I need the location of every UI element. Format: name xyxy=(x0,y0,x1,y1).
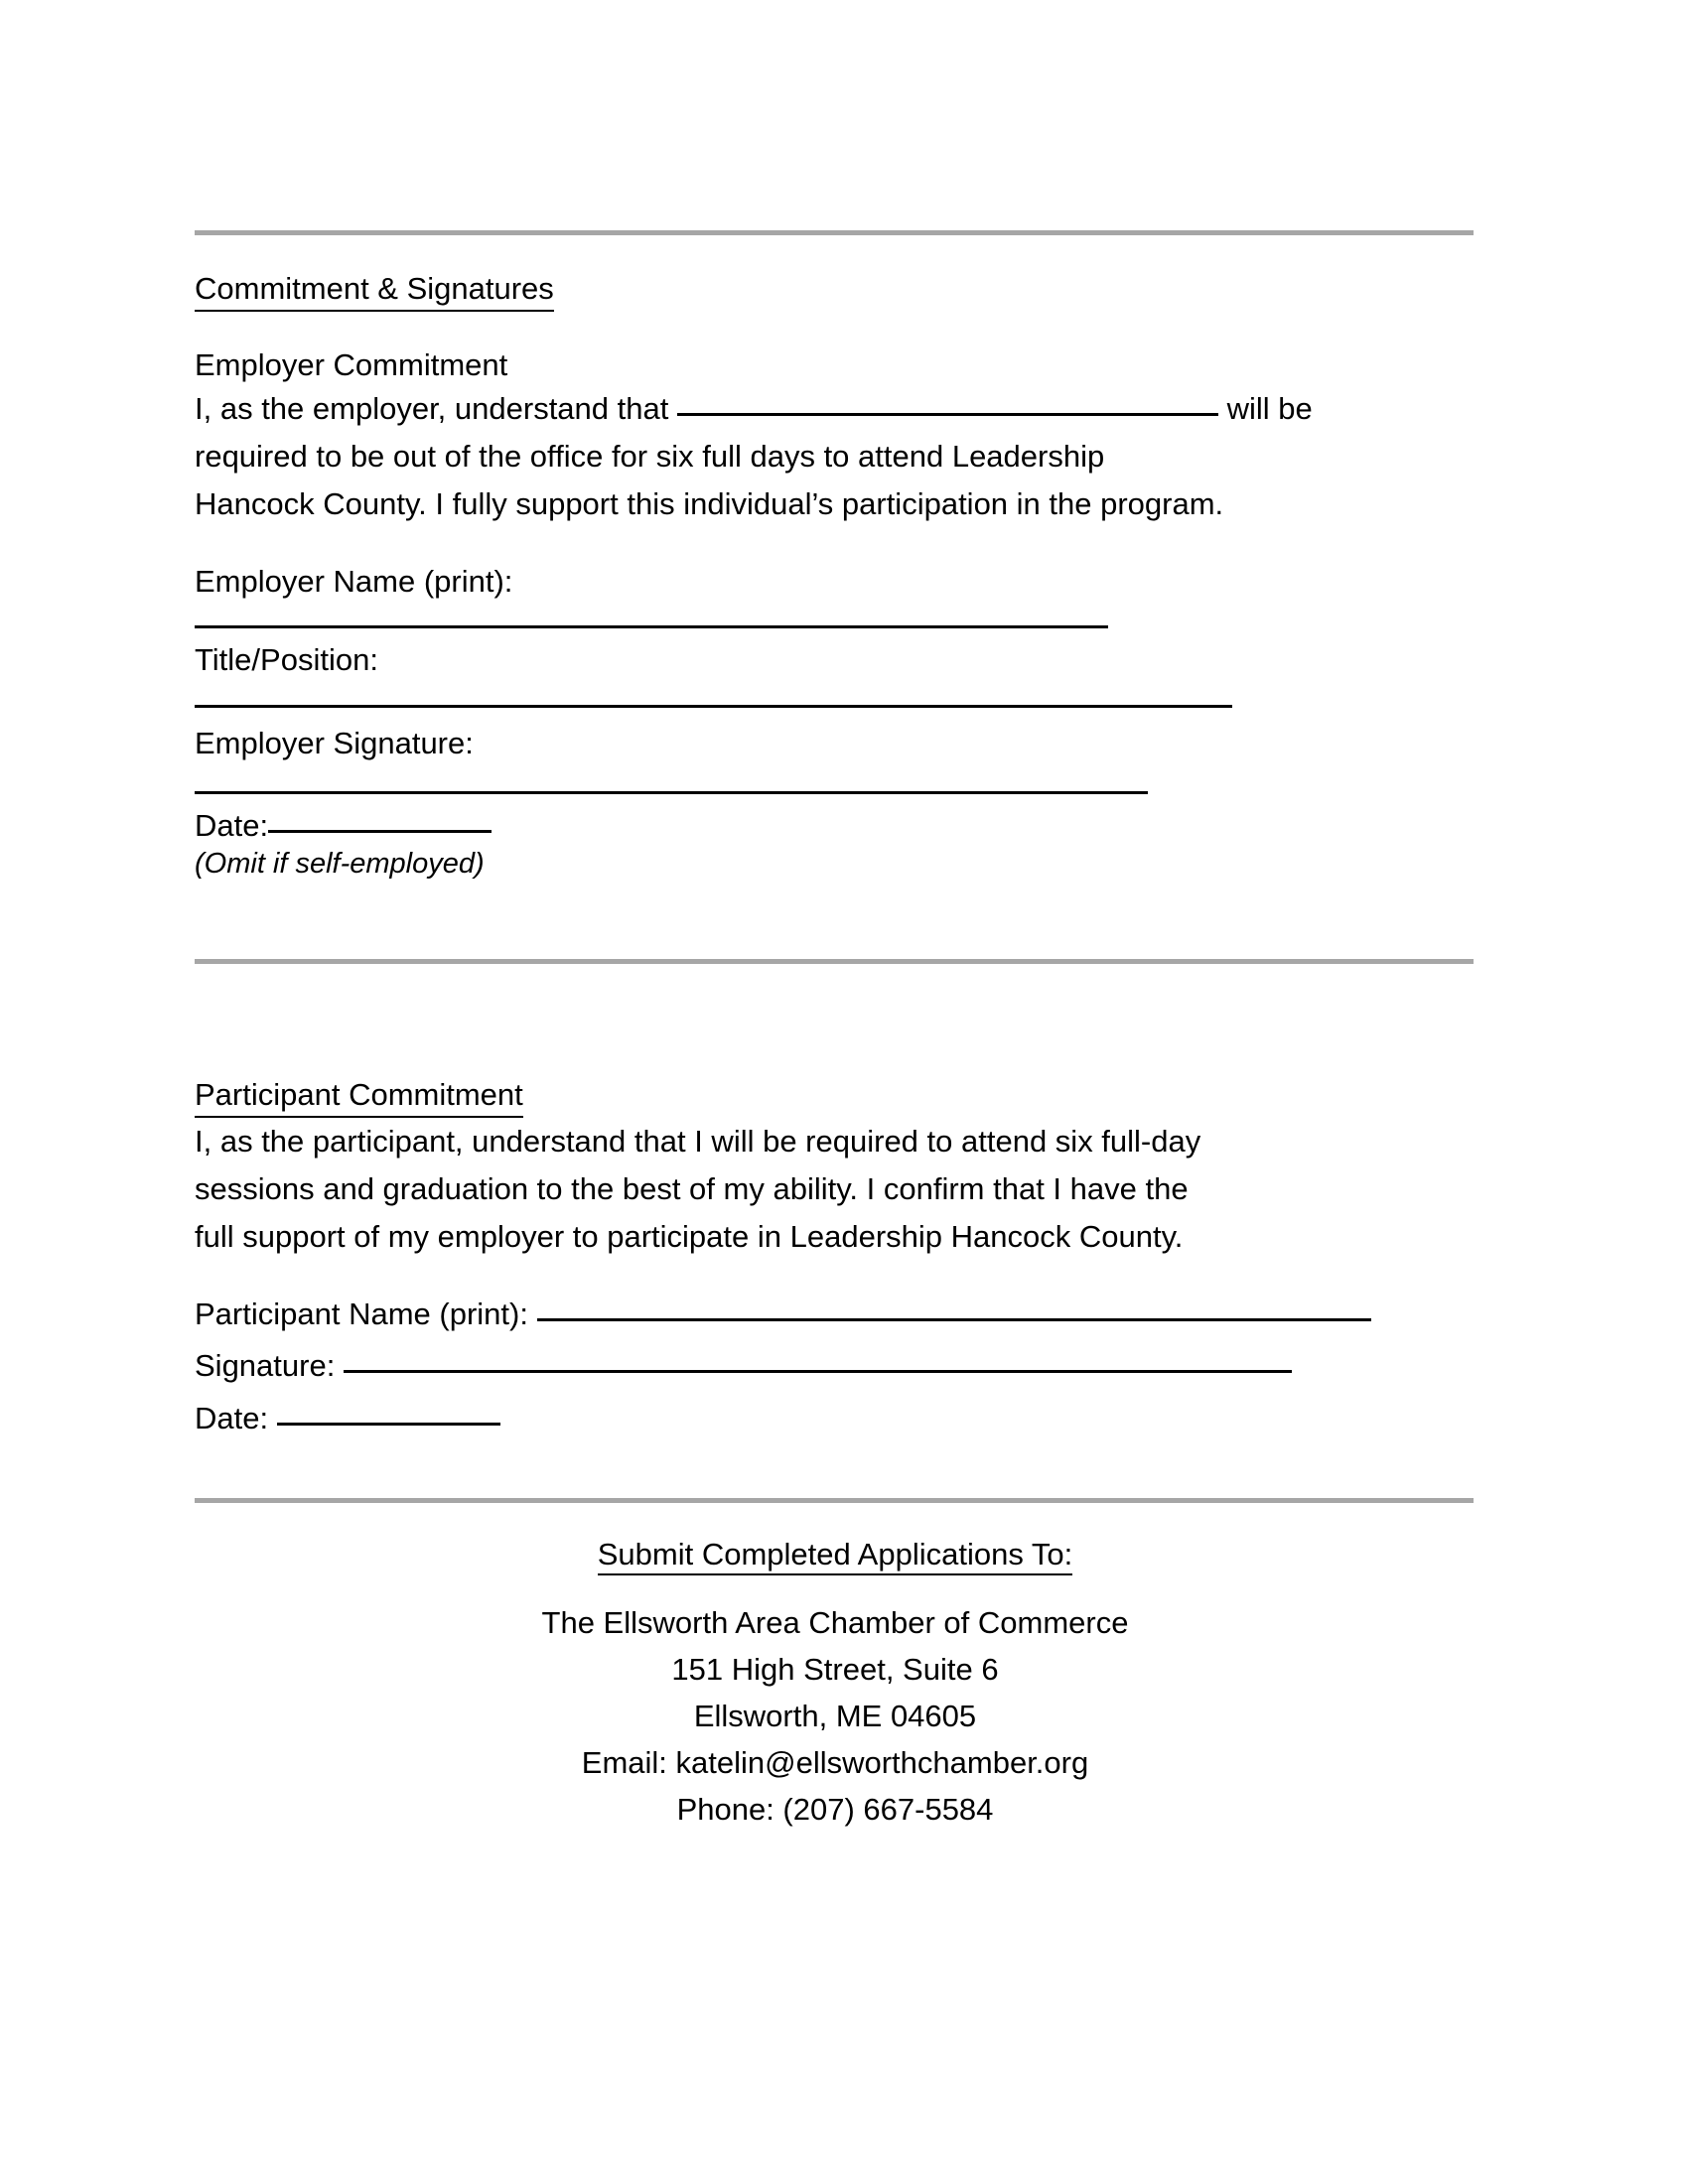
footer-heading-wrap xyxy=(195,1537,1476,1575)
footer-street-address: 151 High Street, Suite 6 xyxy=(671,1651,999,1687)
participant-date-label: Date: xyxy=(195,1400,277,1435)
participant-paragraph-line-2: sessions and graduation to the best of my ability. I confirm that I have the xyxy=(195,1171,1189,1207)
footer-city-state-zip: Ellsworth, ME 04605 xyxy=(693,1698,977,1733)
employer-commitment-heading: Employer Commitment xyxy=(195,346,508,382)
employer-omit-note: (Omit if self-employed) xyxy=(195,848,485,881)
participant-signature-blank[interactable] xyxy=(344,1370,1292,1373)
footer-organization: The Ellsworth Area Chamber of Commerce xyxy=(541,1604,1129,1640)
participant-paragraph-line-3: full support of my employer to participate in Leadership Hancock County. xyxy=(195,1219,1184,1255)
document-content xyxy=(195,0,1476,1833)
participant-date-row xyxy=(195,1399,1476,1438)
participant-signature-row xyxy=(195,1346,1476,1386)
footer-phone: Phone: (207) 667-5584 xyxy=(676,1791,994,1827)
employer-name-label: Employer Name (print): xyxy=(195,563,513,599)
participant-paragraph-line-1: I, as the participant, understand that I will be required to attend six full-day xyxy=(195,1124,1201,1160)
employer-date-label: Date: xyxy=(195,807,269,843)
participant-name-row xyxy=(195,1295,1476,1334)
employer-paragraph-line-2: required to be out of the office for six full days to attend Leadership xyxy=(195,438,1105,474)
employer-date-row xyxy=(195,806,1476,846)
participant-name-label: Participant Name (print): xyxy=(195,1297,537,1332)
participant-commitment-paragraph xyxy=(195,1118,1476,1261)
participant-name-blank[interactable] xyxy=(537,1318,1371,1321)
employer-paragraph-line-1 xyxy=(195,385,1476,433)
employer-participant-name-blank[interactable] xyxy=(677,413,1218,416)
employer-paragraph-line-1-suffix: will be xyxy=(1217,390,1313,426)
section-heading-commitment-signatures: Commitment & Signatures xyxy=(195,269,554,312)
employer-paragraph-line-1-prefix: I, as the employer, understand that xyxy=(195,390,677,426)
employer-title-label: Title/Position: xyxy=(195,642,378,678)
participant-commitment-heading-wrap xyxy=(195,1075,1476,1118)
submission-footer xyxy=(195,1537,1476,1833)
employer-date-blank[interactable] xyxy=(268,830,492,833)
section-heading-commitment-signatures-wrap xyxy=(195,269,1476,312)
footer-heading-submit-applications: Submit Completed Applications To: xyxy=(598,1537,1072,1575)
footer-email: Email: katelin@ellsworthchamber.org xyxy=(581,1744,1089,1780)
employer-paragraph-line-3: Hancock County. I fully support this individual’s participation in the program. xyxy=(195,485,1224,521)
participant-date-blank[interactable] xyxy=(277,1423,500,1426)
participant-commitment-heading: Participant Commitment xyxy=(195,1075,523,1118)
participant-signature-label: Signature: xyxy=(195,1348,344,1384)
employer-commitment-paragraph xyxy=(195,385,1476,528)
employer-signature-label: Employer Signature: xyxy=(195,725,474,760)
